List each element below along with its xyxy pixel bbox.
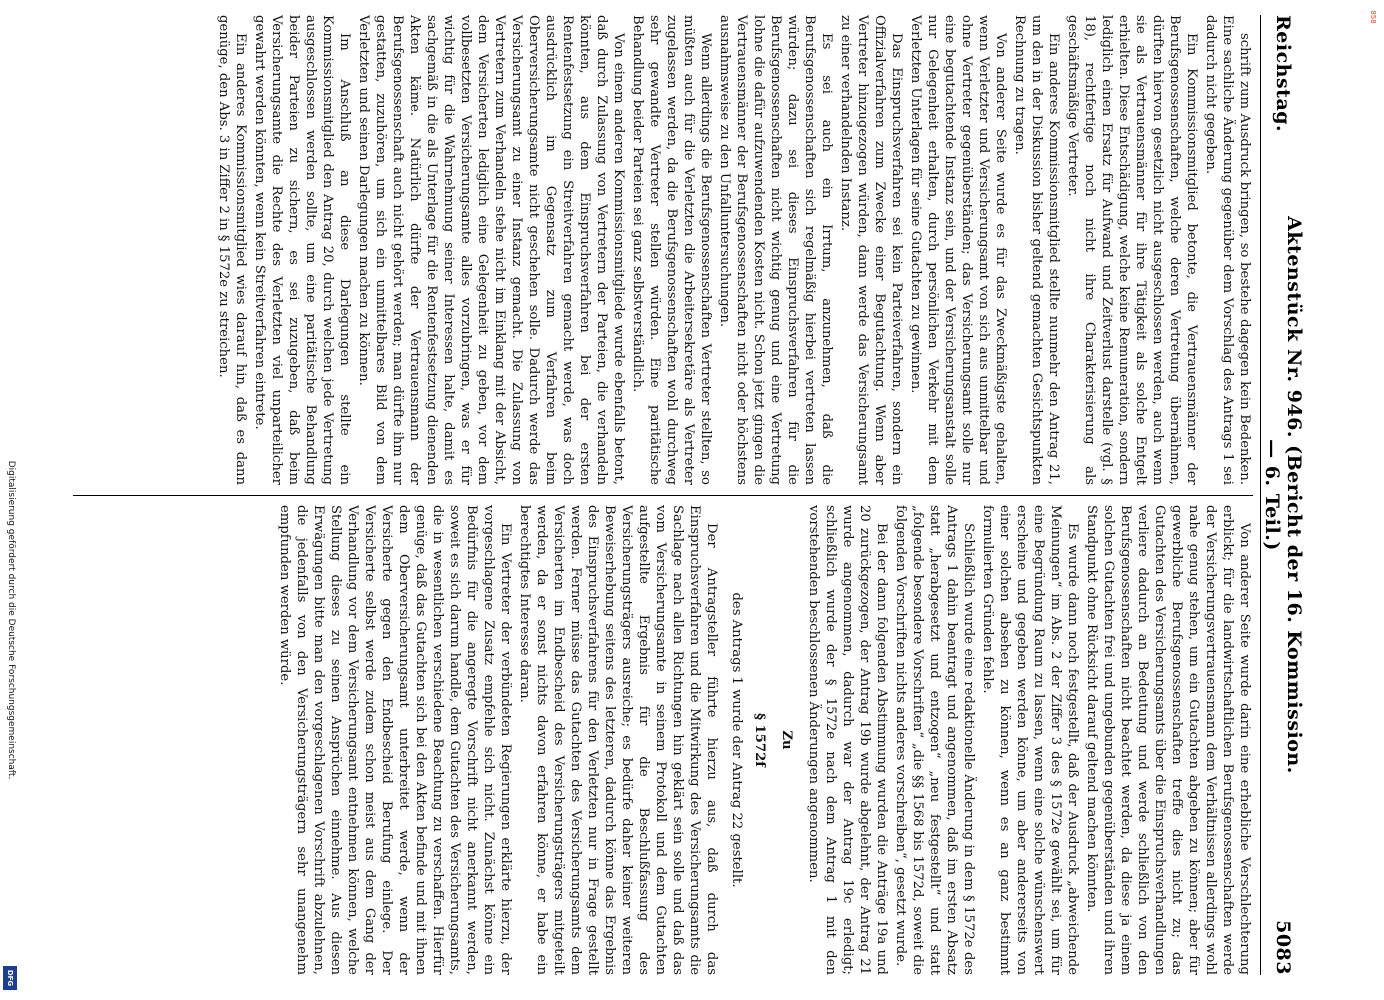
right-column bbox=[73, 505, 1253, 975]
paragraph: Im Anschluß an diese Darlegungen stellte ein Kommissionsmitglied den Antrag 20, durch welchen jede Vertretung ausgeschlossen werden sollte, um eine paritätische Behandlung beider Parteien zu sichern, es sei zuzugeben, daß beim Versicherungsamte die Rechte des Verletzten viel unparteilicher gewahrt werden könnten, wenn kein Streitverfahren eintrete. bbox=[252, 15, 352, 485]
section-subheading: des Antrags 1 wurde der Antrag 22 gestellt. bbox=[729, 592, 744, 888]
page-number: 5083 bbox=[1272, 920, 1294, 975]
paragraph: Ein anderes Kommissionsmitglied wies darauf hin, daß es dann genüge, den Abs. 3 in Ziffer 2 in § 1572e zu streichen. bbox=[216, 15, 248, 485]
paragraph: Ein anderes Kommissionsmitglied stellte nunmehr den Antrag 21, um den in der Diskussion bisher geltend gemachten Gesichtspunkten Rechnung zu tragen. bbox=[1012, 15, 1061, 485]
corner-tag-text: 858 bbox=[1369, 10, 1377, 24]
paragraph: Es wurde dann noch festgestellt, daß der Ausdruck „abweichende Meinungen“ im Abs. 2 der Ziffer 3 des § 1572e gewählt sei, um für eine Begründung Raum zu lassen, wenn eine solche wünschenswert erscheine und gegeben werden könne, um aber andererseits von einer solchen absehen zu können, wenn es an ganz bestimmt formulierten Gründen fehle. bbox=[980, 505, 1080, 975]
paragraph: Es sei auch ein Irrtum, anzunehmen, daß die Berufsgenossenschaften sich regelmäßig hierbei vertreten lassen würden; dazu sei dieses Einspruchsverfahren für die Berufsgenossenschaften nicht wichtig genug und eine Vertretung lohne die dafür aufzuwendenden Kosten nicht. Schon jetzt gingen die Vertrauensmänner der Berufsgenossenschaften nicht oder höchstens ausnahmsweise zu den Unfalluntersuchungen. bbox=[717, 15, 834, 485]
credit-text: Digitalisierung gefördert durch die Deutsche Forschungsgemeinschaft. bbox=[6, 460, 16, 780]
scanned-page bbox=[65, 15, 1305, 975]
digitization-credit bbox=[2, 0, 20, 1000]
column-divider bbox=[73, 495, 1253, 496]
paragraph: schrift zum Ausdruck bringen, so bestehe dagegen kein Bedenken. Eine sachliche Änderung gegenüber dem Vorschlag des Antrags 1 sei dadurch nicht gegeben. bbox=[1203, 15, 1252, 485]
paragraph: Schließlich wurde eine redaktionelle Änderung in dem § 1572e des Antrags 1 dahin beantragt und angenommen, daß im ersten Absatz statt „herabgesetzt und entzogen“ „neu festgestellt“ und statt „folgende besondere Vorschriften“ „die §§ 1568 bis 1572d, soweit die folgenden Vorschriften nichts anderes vorschreiben“, gesetzt wurde. bbox=[893, 505, 976, 975]
corner-tag bbox=[1368, 4, 1378, 30]
paragraph: Von anderer Seite wurde es für das Zweckmäßigste gehalten, wenn Verletzter und Versicherungsamt von sich aus unmittelbar und ohne Vertreter gegenüberständen; das Versicherungsamt solle nur eine begutachtende Instanz sein, und der Versicherungsanstalt solle nur Gelegenheit erhalten, durch persönlichen Verkehr mit dem Verletzten Unterlagen für seine Gutachten zu gewinnen. bbox=[908, 15, 1008, 485]
paragraph: Wenn allerdings die Berufsgenossenschaften Vertreter stellten, so müßten auch für die Verletzten die Arbeitersekretäre als Vertreter zugelassen werden, da die Berufsgenossenschaften wohl durchweg sehr gewandte Vertreter stellen würden. Eine paritätische Behandlung beider Parteien sei ganz selbstverständlich. bbox=[630, 15, 713, 485]
page-header bbox=[1260, 15, 1305, 975]
paragraph: Von anderer Seite wurde darin eine erhebliche Verschlechterung erblickt; für die landwirtschaftlichen Berufsgenossenschaften werde der Versicherungsvertrauensmann dem Verhältnissen allerdings wohl nahe genug stehen, um ein Gutachten abgeben zu können; aber für gewerbliche Berufsgenossenschaften treffe dies nicht zu; das Gutachten des Versicherungsamts über die Einspruchsverhandlungen verliere dadurch an Bedeutung und werde schließlich von den Berufsgenossenschaften nicht beachtet werden, da diese ja einem solchen Gutachten frei und ungebunden gegenüberständen und ihren Standpunkt ohne Rücksicht darauf geltend machen könnten. bbox=[1084, 505, 1252, 975]
dfg-logo bbox=[3, 966, 17, 990]
dfg-logo-label: DFG bbox=[6, 969, 14, 987]
paragraph: Der Antragsteller führte hierzu aus, daß durch das Einspruchsverfahren und die Mitwirkung des Versicherungsamts die Sachlage nach allen Richtungen hin geklärt sein solle und daß das vom Versicherungsamte in seinem Protokoll und dem Gutachten aufgestellte Ergebnis für die Beschlußfassung des Versicherungsträgers ausreiche; es bedürfe daher keiner weiteren Beweiserhebung seitens des letzteren, dadurch könne das Ergebnis des Einspruchsverfahrens für den Verletzten nur in Frage gestellt werden. Ferner müsse das Gutachten des Versicherungsamts dem Versicherten im Endbescheid des Versicherungsträgers mitgeteilt werden, da er sonst nichts davon erfahren könne, er habe ein berechtigtes Interesse daran. bbox=[517, 505, 719, 975]
header-center: Aktenstück Nr. 946. (Bericht der 16. Kommission. — 6. Teil.) bbox=[1261, 216, 1305, 774]
left-column bbox=[73, 15, 1253, 485]
paragraph: Ein Kommissionsmitglied betonte, die Vertrauensmänner der Berufsgenossenschaften, welche deren Vertretung übernähmen, dürften hiervon gesetzlich nicht ausgeschlossen werden, auch wenn sie als Vertrauensmänner für ihre Tätigkeit als solche Entgelt erhielten. Diese Entschädigung, welche keine Remuneration, sondern lediglich einen Ersatz für Aufwand und Zeitverlust darstelle (vgl. § 18), rechtfertige noch nicht ihre Charakterisierung als geschäftsmäßige Vertreter. bbox=[1065, 15, 1199, 485]
header-left: Reichstag. bbox=[1272, 15, 1294, 133]
paragraph: Bei der dann folgenden Abstimmung wurden die Anträge 19a und 20 zurückgezogen, der Antrag 19b wurde abgelehnt, der Antrag 21 wurde angenommen, dadurch war der Antrag 19c erledigt; schließlich wurde der § 1572e nach dem Antrag 1 mit den vorstehenden beschlossenen Änderungen angenommen. bbox=[806, 505, 889, 975]
paragraph: Das Einspruchsverfahren sei kein Parteiverfahren, sondern ein Offizialverfahren zum Zwecke einer Begutachtung. Wenn aber Vertreter hinzugezogen würden, dann werde das Versicherungsamt zu einer verhandelnden Instanz. bbox=[838, 15, 904, 485]
section-heading: Zu bbox=[779, 730, 794, 750]
section-number: § 1572f bbox=[752, 713, 767, 767]
paragraph: Von einem anderen Kommissionsmitgliede wurde ebenfalls betont, daß durch Zulassung von Vertretern der Parteien, die verhandeln könnten, aus dem Einspruchsverfahren bei der ersten Rentenfestsetzung ein Streitverfahren gemacht werde, was doch ausdrücklich im Gegensatz zum Verfahren beim Oberversicherungsamte nicht geschehen solle. Dadurch werde das Versicherungsamt zu einer Instanz gemacht. Die Zulassung von Vertretern zum Verhandeln stehe nicht im Einklang mit der Absicht, dem Versicherten lediglich eine Gelegenheit zu geben, vor dem vollbesetzten Versicherungsamte alles vorzubringen, was er für wichtig für die Wahrnehmung seiner Interessen halte, damit es sachgemäß in die als Unterlage für die Rentenfestsetzung dienenden Akten käme. Natürlich dürfte der Vertrauensmann der Berufsgenossenschaft auch nicht gehört werden; man dürfte ihm nur gestatten, zuzuhören, um sich ein unmittelbares Bild von dem Verletzten und seinen Darlegungen machen zu können. bbox=[356, 15, 626, 485]
rotated-page-content bbox=[65, 15, 1305, 975]
paragraph: Ein Vertreter der verbündeten Regierungen erklärte hierzu, der vorgeschlagene Zusatz empfehle sich nicht. Zunächst könne ein Bedürfnis für die angeregte Vorschrift nicht anerkannt werden, soweit es sich darum handle, dem Gutachten des Versicherungsamts, die in wesentlichen verschiedene Beachtung zu verschaffen. Hierfür genüge, daß das Gutachten sich bei den Akten befinde und mit ihnen dem Oberversicherungsamt unterbreitet werde, wenn der Versicherte gegen den Endbescheid Berufung einlege. Der Versicherte selbst werde zudem schon meist aus dem Gang der Verhandlung vor dem Versicherungsamt entnehmen können, welche Stellung dieses zu seinen Ansprüchen einnehme. Aus diesen Erwägungen bitte man den vorgeschlagenen Vorschrift abzulehnen, die jedenfalls von den Versicherungsträgern sehr unangenehm empfunden werden würde. bbox=[277, 505, 513, 975]
